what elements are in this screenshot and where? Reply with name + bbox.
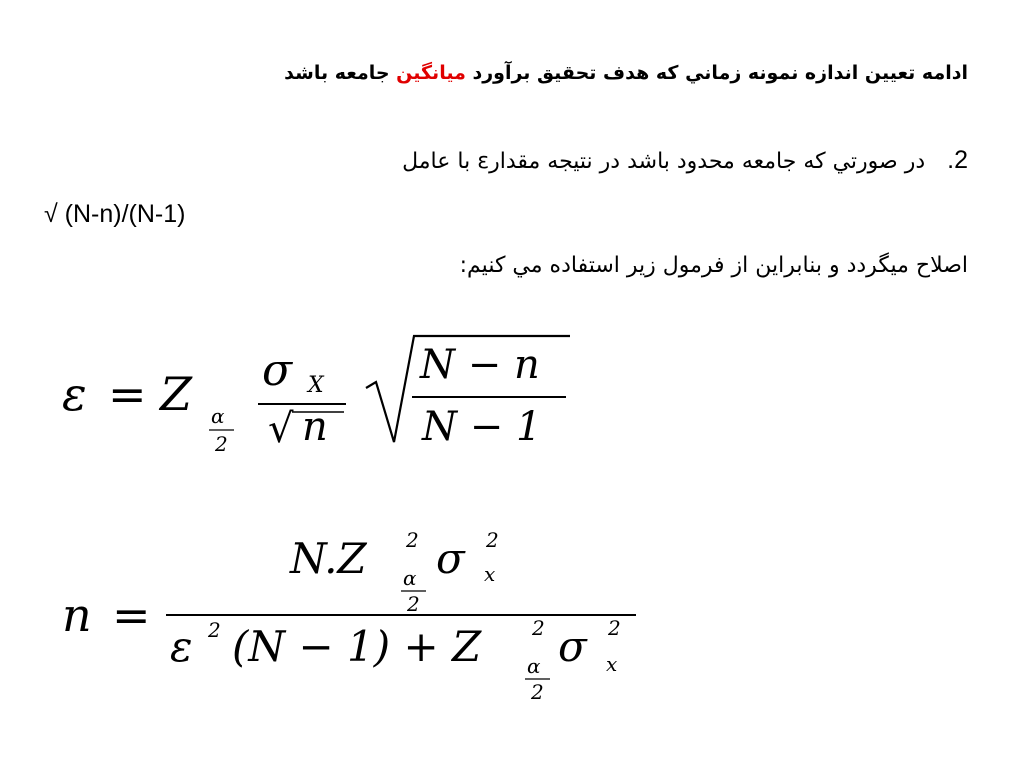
- sqrt-symbol: √: [268, 406, 294, 452]
- denominator-sigma-square: 2: [608, 616, 621, 640]
- two-subscript: 2: [215, 432, 228, 456]
- numerator-two: 2: [407, 592, 420, 616]
- sigma-symbol: σ: [262, 345, 293, 396]
- root-numerator: N − n: [420, 342, 540, 388]
- list-item-2: [402, 146, 968, 175]
- formula-margin-of-error: [0, 330, 1024, 470]
- n-lhs: n: [62, 588, 92, 642]
- item-number: 2.: [947, 146, 968, 174]
- subscript-x: X: [308, 373, 324, 398]
- numerator-alpha: α: [403, 566, 417, 590]
- alpha-subscript: α: [211, 404, 225, 428]
- numerator-sigma: σ: [436, 534, 465, 583]
- title-part-2: جامعه باشد: [284, 62, 397, 84]
- title-part-1: ادامه تعيين اندازه نمونه زماني كه هدف تحقيق برآورد: [465, 62, 968, 84]
- numerator-nz: N.Z: [290, 534, 367, 583]
- denominator-two: 2: [531, 680, 544, 704]
- denominator-sigma: σ: [558, 622, 587, 671]
- slide-title: [284, 62, 968, 84]
- numerator-sub-x: x: [484, 562, 496, 586]
- denominator-sub-x: x: [606, 652, 618, 676]
- z-symbol: Z: [160, 367, 192, 421]
- denominator-eps-square: 2: [208, 618, 221, 642]
- formula-sample-size: [0, 525, 1024, 725]
- epsilon-symbol: ε: [62, 367, 87, 421]
- n-symbol: n: [302, 404, 328, 450]
- equals-sign: =: [108, 367, 147, 421]
- correction-factor-text: √ (N-n)/(N-1): [44, 200, 186, 228]
- equals-sign-2: =: [112, 588, 151, 642]
- denominator-expression: (N − 1) + Z: [232, 622, 482, 671]
- denominator-epsilon: ε: [170, 622, 193, 671]
- title-highlight: ميانگين: [396, 62, 466, 84]
- item-text: در صورتي كه جامعه محدود باشد در نتيجه مقدارε با عامل: [402, 149, 926, 174]
- denominator-alpha: α: [527, 654, 541, 678]
- denominator-z-square: 2: [532, 616, 545, 640]
- numerator-z-square: 2: [406, 528, 419, 552]
- numerator-sigma-square: 2: [486, 528, 499, 552]
- paragraph-text: اصلاح ميگردد و بنابراين از فرمول زير استفاده مي كنيم:: [459, 253, 968, 278]
- root-denominator: N − 1: [422, 404, 542, 450]
